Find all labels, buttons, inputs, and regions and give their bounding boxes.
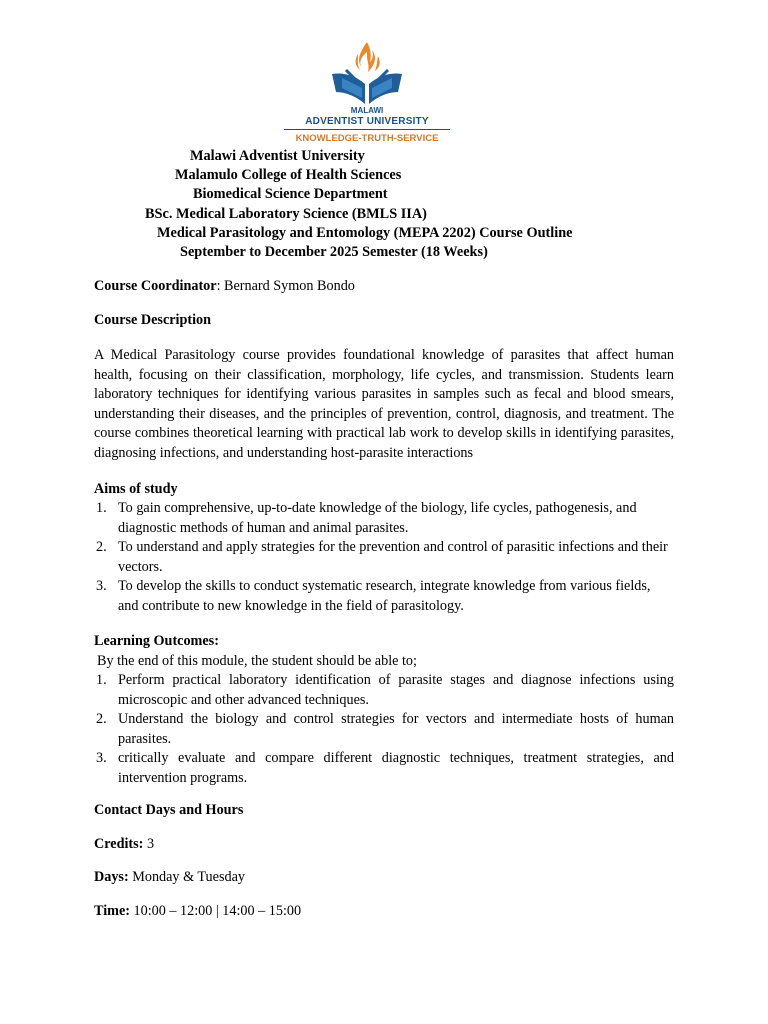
description-text: A Medical Parasitology course provides foundational knowledge of parasites that affect human health, focusing on their classification, morphology, life cycles, and transmission. Students learn laboratory techniques for identifying various parasites in samples such as fecal and blood smears, understanding their diseases, and the principles of prevention, control, diagnosis, and treatment. The course combines theoretical learning with practical lab work to develop skills in identifying parasites, diagnosing infections, and understanding host-parasite interactions [94,347,674,461]
header-program: BSc. Medical Laboratory Science (BMLS IIA) [145,206,427,222]
course-coordinator [94,277,674,297]
header-university: Malawi Adventist University [190,148,365,164]
university-logo [282,40,452,146]
credits-line [94,835,674,855]
outcomes-heading: Learning Outcomes: [94,633,219,649]
logo-divider [284,129,450,130]
list-item: 3. To develop the skills to conduct systematic research, integrate knowledge from various fields, and contribute to new knowledge in the field of parasitology. [96,578,651,614]
time-line [94,902,674,922]
header-semester: September to December 2025 Semester (18 Weeks) [180,244,488,260]
list-item: 1. Perform practical laboratory identification of parasite stages and diagnose infections using microscopic and other advanced techniques. [96,672,674,708]
header-course: Medical Parasitology and Entomology (MEPA 2202) Course Outline [157,225,573,241]
days-line [94,868,674,888]
logo-motto: KNOWLEDGE-TRUTH-SERVICE [295,133,439,144]
coordinator-label: Course Coordinator [94,278,217,294]
time-label: Time: [94,903,130,919]
aims-heading: Aims of study [94,481,178,497]
list-item: 2. Understand the biology and control strategies for vectors and intermediate hosts of human parasites. [96,711,674,747]
flame-book-emblem [282,40,452,106]
logo-text-university: ADVENTIST UNIVERSITY [305,116,429,127]
aims-list [94,499,674,616]
list-item: 1. To gain comprehensive, up-to-date knowledge of the biology, life cycles, pathogenesis, and diagnostic methods of human and animal parasites. [96,500,637,536]
list-item: 2. To understand and apply strategies for the prevention and control of parasitic infections and their vectors. [96,539,668,575]
coordinator-name: : Bernard Symon Bondo [216,278,355,294]
contact-heading: Contact Days and Hours [94,802,244,818]
header-college: Malamulo College of Health Sciences [175,167,402,183]
outcomes-intro: By the end of this module, the student should be able to; [97,653,417,669]
logo-text-malawi: MALAWI [350,106,384,115]
outcomes-list [94,671,674,788]
days-label: Days: [94,869,129,885]
days-value: Monday & Tuesday [128,869,245,885]
header-department: Biomedical Science Department [193,186,388,202]
credits-value: 3 [143,836,155,852]
time-value: 10:00 – 12:00 | 14:00 – 15:00 [130,903,302,919]
list-item: 3. critically evaluate and compare different diagnostic techniques, treatment strategies, and intervention programs. [96,750,674,786]
description-heading: Course Description [94,312,212,328]
credits-label: Credits: [94,836,144,852]
